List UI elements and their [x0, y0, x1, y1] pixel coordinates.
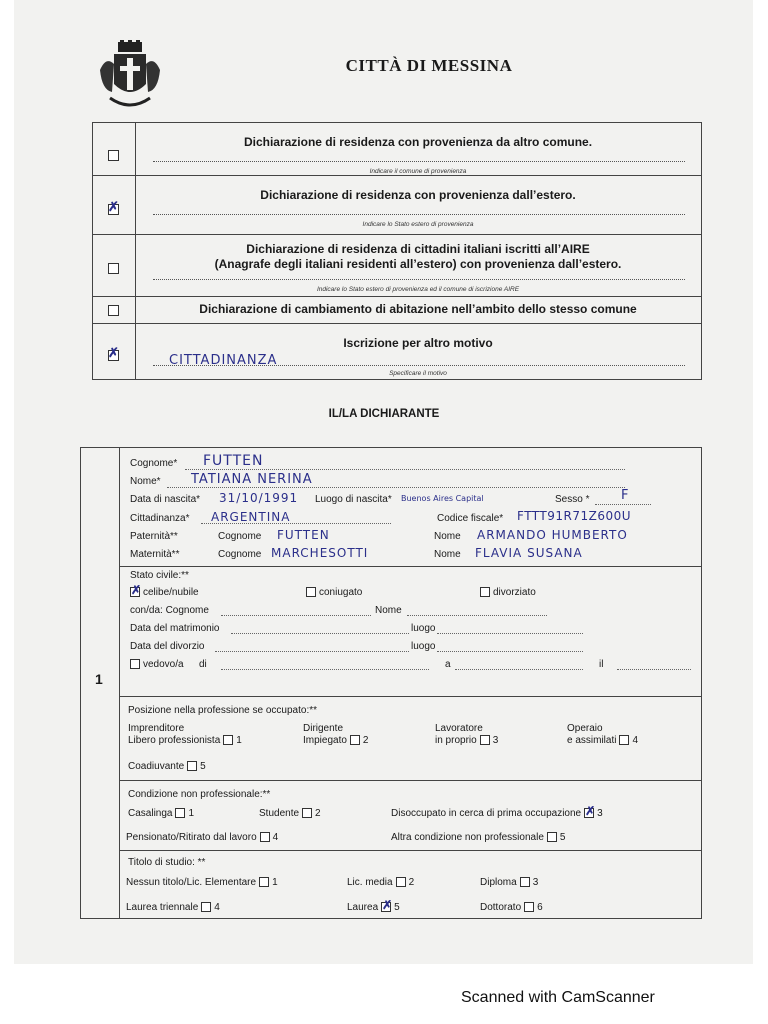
casalinga-checkbox[interactable]: [175, 808, 185, 818]
cittadinanza-label: Cittadinanza*: [130, 513, 190, 524]
codice-fiscale-label: Codice fiscale*: [437, 513, 504, 524]
coniugato-label: coniugato: [319, 587, 363, 598]
vedovo-di-label: di: [199, 659, 207, 670]
disoccupato-option[interactable]: [391, 808, 603, 819]
celibe-label: celibe/nubile: [143, 587, 199, 598]
studio-section: [119, 851, 701, 918]
decl-row-estero: [93, 176, 701, 235]
maternita-label: Maternità**: [130, 549, 180, 560]
decl-title: Dichiarazione di residenza con provenienza da altro comune.: [243, 135, 593, 149]
coniugato-option[interactable]: [303, 587, 362, 598]
dottorato-option[interactable]: [480, 902, 543, 913]
con-da-label: con/da: Cognome: [130, 605, 209, 616]
studio-title: Titolo di studio: **: [128, 857, 206, 868]
check-mark-icon: ✗: [108, 345, 119, 360]
vedovo-checkbox[interactable]: [130, 659, 140, 669]
decl-row-altro-motivo: [93, 324, 701, 380]
cognome-value[interactable]: FUTTEN: [203, 453, 264, 469]
vedovo-option[interactable]: [127, 659, 184, 670]
disoccupato-label: Disoccupato in cerca di prima occupazione: [391, 808, 582, 819]
nascita-label: Data di nascita*: [130, 494, 201, 505]
laurea-triennale-label: Laurea triennale: [126, 902, 199, 913]
divorziato-option[interactable]: [477, 587, 536, 598]
option-number: 4: [632, 735, 639, 746]
option-number: 1: [272, 877, 278, 888]
divorzio-luogo-label: luogo: [411, 641, 436, 652]
decl-hint: Indicare lo Stato estero di provenienza ed il comune di iscrizione AIRE: [316, 286, 520, 293]
person-form: [80, 447, 702, 919]
dichiarante-title: IL/LA DICHIARANTE: [328, 408, 440, 420]
mat-cognome-value[interactable]: MARCHESOTTI: [271, 546, 369, 560]
option-number: 4: [214, 902, 220, 913]
coniugato-checkbox[interactable]: [306, 587, 316, 597]
laurea-triennale-option[interactable]: [126, 902, 220, 913]
divorzio-label: Data del divorzio: [130, 641, 205, 652]
luogo-nascita-label: Luogo di nascita*: [315, 494, 392, 505]
nessun-titolo-option[interactable]: [126, 877, 278, 888]
decl-title: Iscrizione per altro motivo: [343, 336, 493, 350]
pat-nome-value[interactable]: ARMANDO HUMBERTO: [477, 528, 628, 542]
sesso-label: Sesso *: [555, 494, 590, 505]
libero-prof-option[interactable]: [128, 735, 242, 746]
vedovo-il-label: il: [599, 659, 604, 670]
lavoratore-label: Lavoratore: [435, 723, 483, 734]
checkbox-altro-comune[interactable]: [108, 150, 119, 161]
matrimonio-luogo-label: luogo: [411, 623, 436, 634]
checkbox-cambio[interactable]: [108, 305, 119, 316]
declaration-options: [92, 122, 702, 380]
studente-label: Studente: [259, 808, 300, 819]
diploma-label: Diploma: [480, 877, 517, 888]
decl-hint: Specificare il motivo: [389, 370, 447, 377]
libero-prof-label: Libero professionista: [128, 735, 221, 746]
option-number: 3: [492, 735, 499, 746]
nome-label: Nome*: [130, 476, 161, 487]
check-mark-icon: ✗: [108, 199, 119, 214]
option-number: 1: [236, 735, 242, 746]
anagrafica-section: [119, 448, 701, 567]
coadiuvante-checkbox[interactable]: [187, 761, 197, 771]
option-number: 5: [559, 832, 566, 843]
celibe-option[interactable]: [127, 587, 199, 598]
assimilati-label: e assimilati: [567, 735, 617, 746]
in-proprio-label: in proprio: [435, 735, 477, 746]
codice-fiscale-value[interactable]: FTTT91R71Z600U: [517, 509, 632, 523]
city-title: CITTÀ DI MESSINA: [345, 56, 513, 75]
option-number: 1: [188, 808, 195, 819]
option-number: 2: [315, 808, 321, 819]
decl-hint: Indicare il comune di provenienza: [369, 168, 467, 175]
coadiuvante-option[interactable]: [128, 761, 206, 772]
laurea-option[interactable]: [347, 902, 400, 913]
divorziato-label: divorziato: [493, 587, 536, 598]
assimilati-option[interactable]: [567, 735, 638, 746]
vedovo-a-label: a: [445, 659, 451, 670]
stato-civile-title: Stato civile:**: [130, 570, 189, 581]
sesso-value[interactable]: F: [621, 488, 630, 503]
laurea-label: Laurea: [347, 902, 379, 913]
nessun-titolo-checkbox[interactable]: [259, 877, 269, 887]
option-number: 4: [272, 832, 279, 843]
option-number: 2: [408, 877, 415, 888]
decl-title: Dichiarazione di residenza con provenienza dall’estero.: [260, 188, 576, 202]
mat-nome-value[interactable]: FLAVIA SUSANA: [475, 546, 583, 560]
professione-section: [119, 697, 701, 781]
lic-media-option[interactable]: [347, 877, 414, 888]
laurea-checkbox[interactable]: [381, 902, 391, 912]
mat-nome-label: Nome: [434, 549, 461, 560]
luogo-nascita-value[interactable]: Buenos Aires Capital: [401, 494, 484, 503]
paternita-label: Paternità**: [130, 531, 178, 542]
messina-crest-icon: [96, 40, 164, 112]
stato-civile-section: [119, 567, 701, 697]
pat-nome-label: Nome: [434, 531, 461, 542]
cognome-label: Cognome*: [130, 458, 178, 469]
altra-condizione-option[interactable]: [391, 832, 565, 843]
pensionato-option[interactable]: [126, 832, 278, 843]
option-number: 5: [394, 902, 400, 913]
casalinga-label: Casalinga: [128, 808, 173, 819]
operaio-label: Operaio: [567, 723, 603, 734]
impiegato-checkbox[interactable]: [350, 735, 360, 745]
decl-row-altro-comune: [93, 123, 701, 176]
pensionato-checkbox[interactable]: [260, 832, 270, 842]
decl-title-line2: (Anagrafe degli italiani residenti all’estero) con provenienza dall’estero.: [214, 257, 622, 271]
casalinga-option[interactable]: [128, 808, 194, 819]
pat-cognome-label: Cognome: [218, 531, 262, 542]
disoccupato-checkbox[interactable]: [584, 808, 594, 818]
cittadinanza-value[interactable]: ARGENTINA: [211, 510, 291, 524]
option-number: 2: [362, 735, 369, 746]
in-proprio-option[interactable]: [435, 735, 498, 746]
decl-title: Dichiarazione di cambiamento di abitazione nell’ambito dello stesso comune: [199, 302, 637, 316]
laurea-triennale-checkbox[interactable]: [201, 902, 211, 912]
imprenditore-label: Imprenditore: [128, 723, 185, 734]
altra-condizione-label: Altra condizione non professionale: [391, 832, 544, 843]
option-number: 3: [597, 808, 603, 819]
assimilati-checkbox[interactable]: [619, 735, 629, 745]
option-number: 5: [200, 761, 206, 772]
decl-title: Dichiarazione di residenza di cittadini italiani iscritti all’AIRE: [246, 242, 590, 256]
pat-cognome-value[interactable]: FUTTEN: [277, 528, 330, 542]
decl-row-cambio: [93, 297, 701, 324]
professione-title: Posizione nella professione se occupato:**: [128, 705, 318, 716]
divorziato-checkbox[interactable]: [480, 587, 490, 597]
motivo-value[interactable]: CITTADINANZA: [169, 353, 278, 368]
condizione-title: Condizione non professionale:**: [128, 789, 271, 800]
in-proprio-checkbox[interactable]: [480, 735, 490, 745]
diploma-checkbox[interactable]: [520, 877, 530, 887]
pensionato-label: Pensionato/Ritirato dal lavoro: [126, 832, 257, 843]
celibe-checkbox[interactable]: [130, 587, 140, 597]
nome-value[interactable]: TATIANA NERINA: [191, 472, 313, 487]
dottorato-label: Dottorato: [480, 902, 522, 913]
studente-checkbox[interactable]: [302, 808, 312, 818]
lic-media-label: Lic. media: [347, 877, 393, 888]
mat-cognome-label: Cognome: [218, 549, 262, 560]
dirigente-label: Dirigente: [303, 723, 344, 734]
camscanner-watermark: Scanned with CamScanner: [461, 989, 655, 1006]
checkbox-aire[interactable]: [108, 263, 119, 274]
vedovo-label: vedovo/a: [143, 659, 184, 670]
decl-hint: Indicare lo Stato estero di provenienza: [362, 221, 474, 228]
diploma-option[interactable]: [480, 877, 538, 888]
lic-media-checkbox[interactable]: [396, 877, 406, 887]
option-number: 6: [537, 902, 543, 913]
option-number: 3: [532, 877, 539, 888]
coadiuvante-label: Coadiuvante: [128, 761, 185, 772]
impiegato-label: Impiegato: [303, 735, 347, 746]
matrimonio-label: Data del matrimonio: [130, 623, 220, 634]
decl-row-aire: [93, 235, 701, 297]
person-number: 1: [95, 671, 103, 687]
altra-condizione-checkbox[interactable]: [547, 832, 557, 842]
impiegato-option[interactable]: [303, 735, 368, 746]
nessun-titolo-label: Nessun titolo/Lic. Elementare: [126, 877, 257, 888]
nascita-value[interactable]: 31/10/1991: [219, 491, 299, 505]
dottorato-checkbox[interactable]: [524, 902, 534, 912]
con-nome-label: Nome: [375, 605, 402, 616]
condizione-section: [119, 781, 701, 851]
studente-option[interactable]: [259, 808, 321, 819]
libero-prof-checkbox[interactable]: [223, 735, 233, 745]
